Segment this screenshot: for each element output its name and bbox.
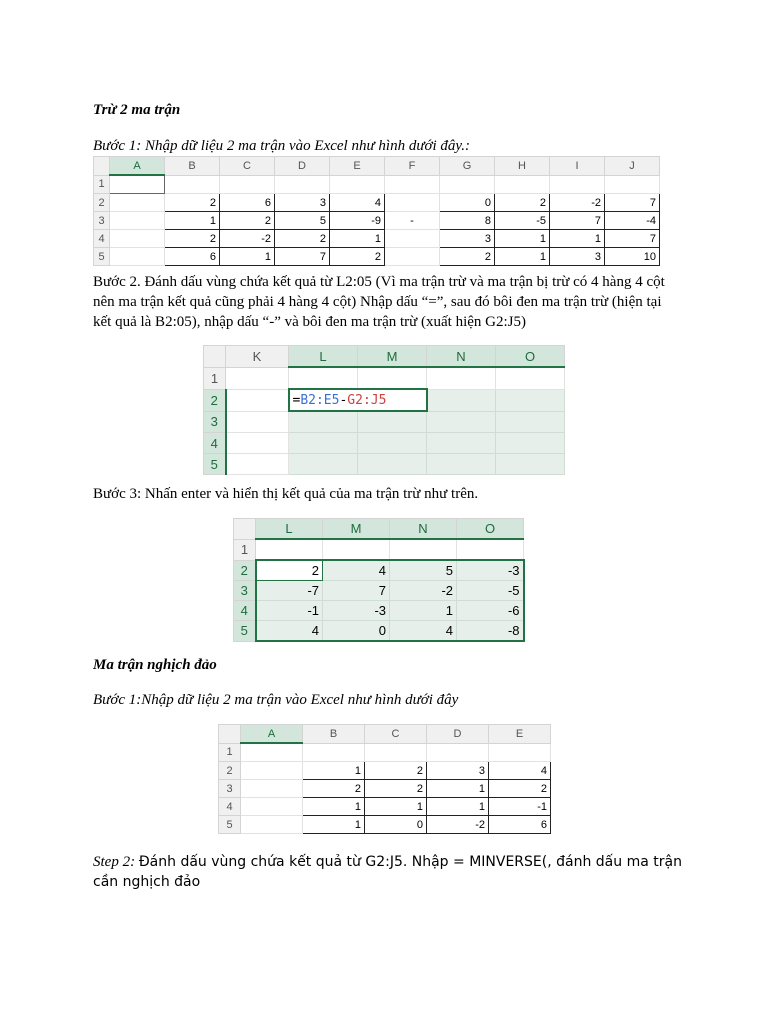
cell[interactable] xyxy=(241,762,303,780)
selected-cell[interactable] xyxy=(358,454,427,475)
cell[interactable] xyxy=(330,175,385,194)
column-header[interactable]: N xyxy=(427,346,496,368)
corner-cell[interactable] xyxy=(204,346,226,368)
column-header[interactable]: J xyxy=(605,157,660,176)
matrix-cell[interactable]: 1 xyxy=(495,230,550,248)
matrix-cell[interactable]: 0 xyxy=(365,816,427,834)
column-header[interactable]: O xyxy=(457,519,524,540)
cell[interactable] xyxy=(256,539,323,560)
result-cell[interactable]: -7 xyxy=(256,581,323,601)
spreadsheet-input-matrices xyxy=(93,156,660,266)
row-header[interactable]: 1 xyxy=(234,539,256,560)
column-header[interactable]: H xyxy=(495,157,550,176)
cell[interactable] xyxy=(427,367,496,389)
matrix-cell[interactable]: 7 xyxy=(275,248,330,266)
matrix-cell[interactable]: 2 xyxy=(489,780,551,798)
column-header[interactable]: E xyxy=(330,157,385,176)
matrix-cell[interactable]: 3 xyxy=(275,194,330,212)
matrix-cell[interactable]: 7 xyxy=(605,194,660,212)
row-header[interactable]: 4 xyxy=(234,601,256,621)
matrix-cell[interactable]: 0 xyxy=(440,194,495,212)
matrix-cell[interactable]: 2 xyxy=(275,230,330,248)
matrix-cell[interactable]: 2 xyxy=(365,762,427,780)
column-header[interactable]: C xyxy=(220,157,275,176)
formula-equals: = xyxy=(292,392,301,408)
matrix-cell[interactable]: -9 xyxy=(330,212,385,230)
result-cell[interactable]: 2 xyxy=(256,560,323,581)
result-cell[interactable]: 5 xyxy=(390,560,457,581)
active-cell[interactable] xyxy=(110,175,165,194)
cell[interactable] xyxy=(226,367,289,389)
column-header[interactable]: B xyxy=(303,725,365,744)
result-cell[interactable]: 4 xyxy=(390,621,457,642)
cell[interactable] xyxy=(427,743,489,762)
matrix-cell[interactable]: 1 xyxy=(365,798,427,816)
row-header[interactable]: 3 xyxy=(94,212,110,230)
matrix-cell[interactable]: 1 xyxy=(303,762,365,780)
matrix-cell[interactable]: -4 xyxy=(605,212,660,230)
cell[interactable] xyxy=(323,539,390,560)
corner-cell[interactable] xyxy=(234,519,256,540)
selected-cell[interactable] xyxy=(496,389,565,411)
matrix-cell[interactable]: 2 xyxy=(330,248,385,266)
matrix-cell[interactable]: 3 xyxy=(550,248,605,266)
cell[interactable] xyxy=(496,367,565,389)
matrix-cell[interactable]: 6 xyxy=(220,194,275,212)
row-header[interactable]: 3 xyxy=(204,411,226,433)
selected-cell[interactable] xyxy=(496,433,565,454)
column-header[interactable]: O xyxy=(496,346,565,368)
cell[interactable] xyxy=(226,433,289,454)
cell[interactable] xyxy=(241,743,303,762)
column-header[interactable]: K xyxy=(226,346,289,368)
column-header[interactable]: L xyxy=(289,346,358,368)
row-header[interactable]: 4 xyxy=(204,433,226,454)
cell[interactable] xyxy=(385,248,440,266)
row-header[interactable]: 1 xyxy=(219,743,241,762)
inverse-step2-body: Đánh dấu vùng chứa kết quả từ G2:J5. Nhập = MINVERSE(, đánh dấu ma trận cần nghịch đảo xyxy=(93,854,682,890)
matrix-cell[interactable]: 5 xyxy=(275,212,330,230)
matrix-cell[interactable]: 2 xyxy=(495,194,550,212)
cell[interactable] xyxy=(241,780,303,798)
matrix-cell[interactable]: 2 xyxy=(165,194,220,212)
cell[interactable] xyxy=(110,230,165,248)
corner-cell[interactable] xyxy=(94,157,110,176)
cell[interactable] xyxy=(275,175,330,194)
row-header[interactable]: 5 xyxy=(204,454,226,475)
matrix-cell[interactable]: 1 xyxy=(220,248,275,266)
selected-cell[interactable] xyxy=(358,433,427,454)
matrix-cell[interactable]: 1 xyxy=(427,780,489,798)
matrix-cell[interactable]: 6 xyxy=(165,248,220,266)
matrix-cell[interactable]: 1 xyxy=(427,798,489,816)
cell[interactable] xyxy=(390,539,457,560)
cell[interactable] xyxy=(550,175,605,194)
row-header[interactable]: 4 xyxy=(94,230,110,248)
result-cell[interactable]: -8 xyxy=(457,621,524,642)
row-header[interactable]: 2 xyxy=(204,389,226,411)
selected-cell[interactable] xyxy=(496,411,565,433)
matrix-cell[interactable]: -2 xyxy=(550,194,605,212)
row-header[interactable]: 1 xyxy=(204,367,226,389)
cell[interactable] xyxy=(110,248,165,266)
cell[interactable] xyxy=(440,175,495,194)
cell[interactable] xyxy=(605,175,660,194)
corner-cell[interactable] xyxy=(219,725,241,744)
result-cell[interactable]: 4 xyxy=(256,621,323,642)
column-header[interactable]: L xyxy=(256,519,323,540)
matrix-cell[interactable]: 2 xyxy=(220,212,275,230)
cell[interactable] xyxy=(365,743,427,762)
result-cell[interactable]: -2 xyxy=(390,581,457,601)
cell[interactable] xyxy=(110,212,165,230)
matrix-cell[interactable]: -2 xyxy=(427,816,489,834)
step2-text: Bước 2. Đánh dấu vùng chứa kết quả từ L2:05 (Vì ma trận trừ và ma trận bị trừ có 4 hàng 4 cột nên ma trận kết quả cũng phải 4 hàng 4 cột) Nhập dấu “=”, sau đó bôi đen ma trận trừ (hiện tại kết quả là B2:05), nhập dấu “-” và bôi đen ma trận trừ (xuất hiện G2:J5) xyxy=(93,274,665,330)
matrix-cell[interactable]: 8 xyxy=(440,212,495,230)
matrix-cell[interactable]: 2 xyxy=(165,230,220,248)
cell[interactable] xyxy=(358,367,427,389)
formula-minus: - xyxy=(339,392,348,408)
selected-cell[interactable] xyxy=(427,454,496,475)
inverse-step1-text: Bước 1:Nhập dữ liệu 2 ma trận vào Excel như hình dưới đây xyxy=(93,692,459,708)
selected-cell[interactable] xyxy=(289,454,358,475)
matrix-cell[interactable]: 1 xyxy=(303,798,365,816)
cell[interactable] xyxy=(289,367,358,389)
cell[interactable] xyxy=(385,175,440,194)
column-header[interactable]: M xyxy=(358,346,427,368)
selected-cell[interactable] xyxy=(427,389,496,411)
cell[interactable] xyxy=(241,816,303,834)
cell[interactable] xyxy=(110,194,165,212)
cell[interactable] xyxy=(226,389,289,411)
cell[interactable] xyxy=(226,411,289,433)
cell[interactable] xyxy=(303,743,365,762)
row-header[interactable]: 1 xyxy=(94,175,110,194)
column-header[interactable]: F xyxy=(385,157,440,176)
row-header[interactable]: 2 xyxy=(219,762,241,780)
matrix-cell[interactable]: 6 xyxy=(489,816,551,834)
spreadsheet-formula-entry xyxy=(203,345,565,475)
cell[interactable] xyxy=(385,194,440,212)
matrix-cell[interactable]: 7 xyxy=(550,212,605,230)
column-header[interactable]: C xyxy=(365,725,427,744)
matrix-cell[interactable]: 3 xyxy=(427,762,489,780)
row-header[interactable]: 3 xyxy=(234,581,256,601)
column-header[interactable]: G xyxy=(440,157,495,176)
formula-range-b: G2:J5 xyxy=(347,392,387,408)
result-cell[interactable]: 1 xyxy=(390,601,457,621)
result-cell[interactable]: 4 xyxy=(323,560,390,581)
matrix-cell[interactable]: 2 xyxy=(440,248,495,266)
section-title-inverse: Ma trận nghịch đảo xyxy=(93,657,217,673)
selected-cell[interactable] xyxy=(427,433,496,454)
result-cell[interactable]: -5 xyxy=(457,581,524,601)
minus-sign-cell[interactable]: - xyxy=(385,212,440,230)
matrix-cell[interactable]: 1 xyxy=(550,230,605,248)
column-header[interactable]: I xyxy=(550,157,605,176)
result-cell[interactable]: -1 xyxy=(256,601,323,621)
selected-cell[interactable] xyxy=(289,433,358,454)
column-header[interactable]: N xyxy=(390,519,457,540)
inverse-step2-text xyxy=(93,852,683,892)
cell[interactable] xyxy=(495,175,550,194)
spreadsheet-inverse-input xyxy=(218,724,551,834)
row-header[interactable]: 2 xyxy=(94,194,110,212)
column-header[interactable]: B xyxy=(165,157,220,176)
formula-cell-editing[interactable] xyxy=(289,389,427,411)
row-header[interactable]: 2 xyxy=(234,560,256,581)
result-cell[interactable]: 0 xyxy=(323,621,390,642)
matrix-cell[interactable]: 7 xyxy=(605,230,660,248)
step1-text: Bước 1: Nhập dữ liệu 2 ma trận vào Excel như hình dưới đây.: xyxy=(93,138,471,154)
row-header[interactable]: 3 xyxy=(219,780,241,798)
matrix-cell[interactable]: 2 xyxy=(365,780,427,798)
cell[interactable] xyxy=(457,539,524,560)
cell[interactable] xyxy=(385,230,440,248)
row-header[interactable]: 5 xyxy=(94,248,110,266)
section-title-subtraction: Trừ 2 ma trận xyxy=(93,102,181,118)
row-header[interactable]: 5 xyxy=(234,621,256,642)
cell[interactable] xyxy=(220,175,275,194)
cell[interactable] xyxy=(226,454,289,475)
spreadsheet-result-matrix xyxy=(233,518,525,642)
matrix-cell[interactable]: 1 xyxy=(165,212,220,230)
selected-cell[interactable] xyxy=(358,411,427,433)
result-cell[interactable]: 7 xyxy=(323,581,390,601)
cell[interactable] xyxy=(489,743,551,762)
column-header[interactable]: D xyxy=(427,725,489,744)
matrix-cell[interactable]: 1 xyxy=(303,816,365,834)
matrix-cell[interactable]: -2 xyxy=(220,230,275,248)
result-cell[interactable]: -6 xyxy=(457,601,524,621)
inverse-step2-label: Step 2: xyxy=(93,854,136,870)
matrix-cell[interactable]: -5 xyxy=(495,212,550,230)
column-header[interactable]: A xyxy=(110,157,165,176)
cell[interactable] xyxy=(165,175,220,194)
cell[interactable] xyxy=(241,798,303,816)
matrix-cell[interactable]: 4 xyxy=(330,194,385,212)
matrix-cell[interactable]: 2 xyxy=(303,780,365,798)
matrix-cell[interactable]: 3 xyxy=(440,230,495,248)
formula-range-a: B2:E5 xyxy=(300,392,340,408)
row-header[interactable]: 5 xyxy=(219,816,241,834)
matrix-cell[interactable]: 1 xyxy=(330,230,385,248)
result-cell[interactable]: -3 xyxy=(457,560,524,581)
selected-cell[interactable] xyxy=(289,411,358,433)
selected-cell[interactable] xyxy=(427,411,496,433)
matrix-cell[interactable]: 10 xyxy=(605,248,660,266)
column-header[interactable]: E xyxy=(489,725,551,744)
column-header[interactable]: D xyxy=(275,157,330,176)
column-header[interactable]: A xyxy=(241,725,303,744)
step3-text: Bước 3: Nhấn enter và hiển thị kết quả của ma trận trừ như trên. xyxy=(93,486,479,502)
column-header[interactable]: M xyxy=(323,519,390,540)
result-cell[interactable]: -3 xyxy=(323,601,390,621)
matrix-cell[interactable]: -1 xyxy=(489,798,551,816)
matrix-cell[interactable]: 4 xyxy=(489,762,551,780)
matrix-cell[interactable]: 1 xyxy=(495,248,550,266)
row-header[interactable]: 4 xyxy=(219,798,241,816)
selected-cell[interactable] xyxy=(496,454,565,475)
